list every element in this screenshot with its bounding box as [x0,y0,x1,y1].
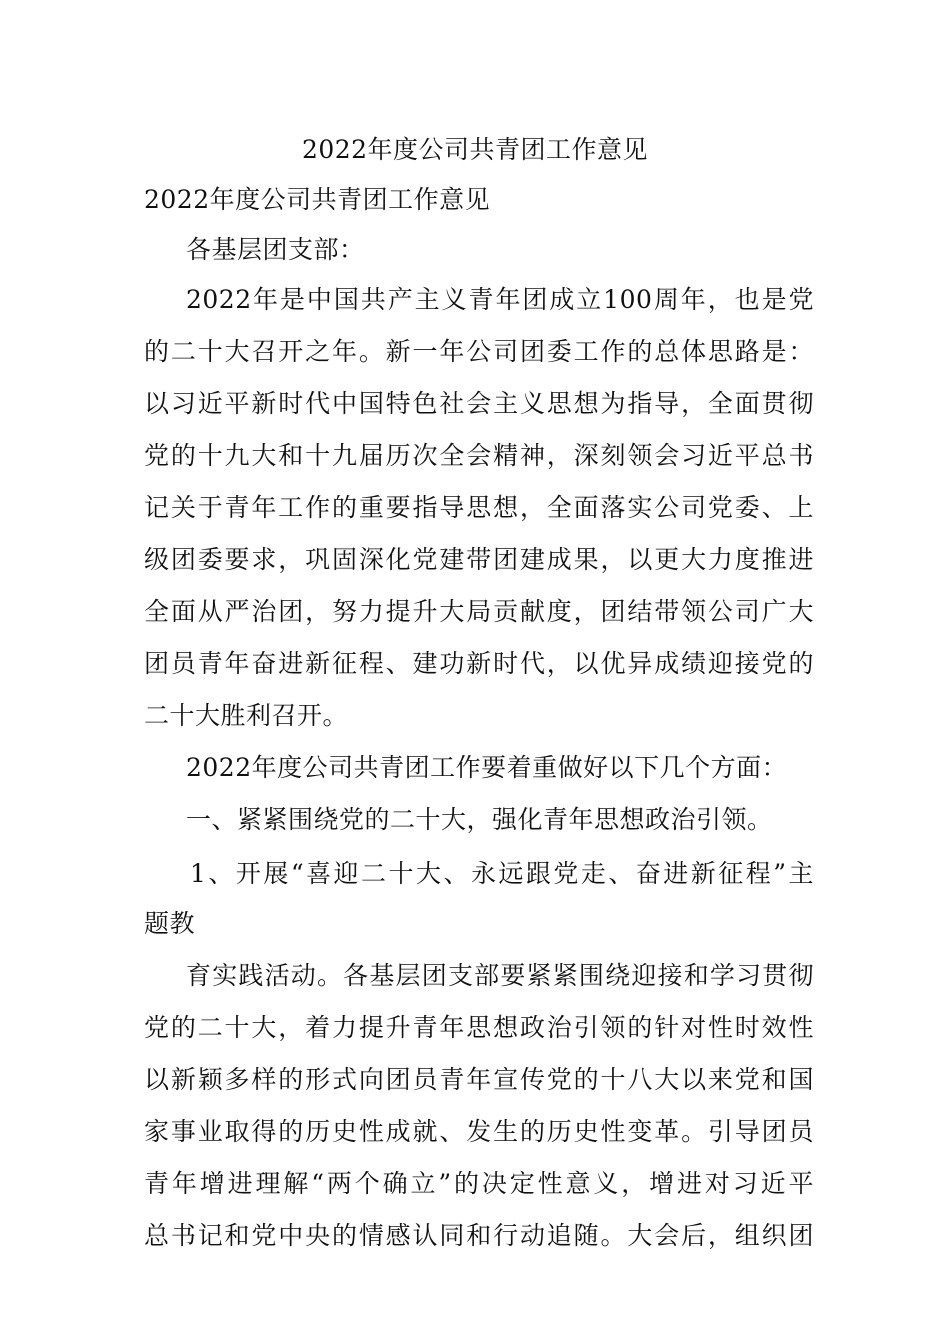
body-line: 总书记和党中央的情感认同和行动追随。大会后，组织团 [144,1221,814,1250]
body-line: 党的二十大，着力提升青年思想政治引领的针对性时效性 [144,1013,814,1042]
intro-line: 的二十大召开之年。新一年公司团委工作的总体思路是： [144,337,814,366]
body-line: 以新颖多样的形式向团员青年宣传党的十八大以来党和国 [144,1065,814,1094]
intro-line: 团员青年奋进新征程、建功新时代，以优异成绩迎接党的 [144,649,814,678]
focus-intro: 2022年度公司共青团工作要着重做好以下几个方面： [186,753,788,782]
document-title: 2022年度公司共青团工作意见 [301,135,649,164]
item-heading-line: 1、开展“喜迎二十大、永远跟党走、奋进新征程”主 [190,859,814,888]
intro-line: 党的十九大和十九届历次全会精神，深刻领会习近平总书 [144,441,814,470]
intro-line: 记关于青年工作的重要指导思想，全面落实公司党委、上 [144,493,814,522]
intro-line: 级团委要求，巩固深化党建带团建成果，以更大力度推进 [144,545,814,574]
body-line: 家事业取得的历史性成就、发生的历史性变革。引导团员 [144,1117,814,1146]
body-line: 育实践活动。各基层团支部要紧紧围绕迎接和学习贯彻 [186,961,814,990]
section-heading: 一、紧紧围绕党的二十大，强化青年思想政治引领。 [186,805,773,834]
item-heading-line: 题教 [144,909,196,938]
intro-line: 二十大胜利召开。 [144,701,349,730]
intro-line: 2022年是中国共产主义青年团成立100周年，也是党 [186,285,814,314]
body-line: 青年增进理解“两个确立”的决定性意义，增进对习近平 [144,1169,814,1198]
intro-line: 全面从严治团，努力提升大局贡献度，团结带领公司广大 [144,597,814,626]
salutation: 各基层团支部： [186,235,365,264]
document-subtitle: 2022年度公司共青团工作意见 [144,185,491,214]
intro-line: 以习近平新时代中国特色社会主义思想为指导，全面贯彻 [144,389,814,418]
